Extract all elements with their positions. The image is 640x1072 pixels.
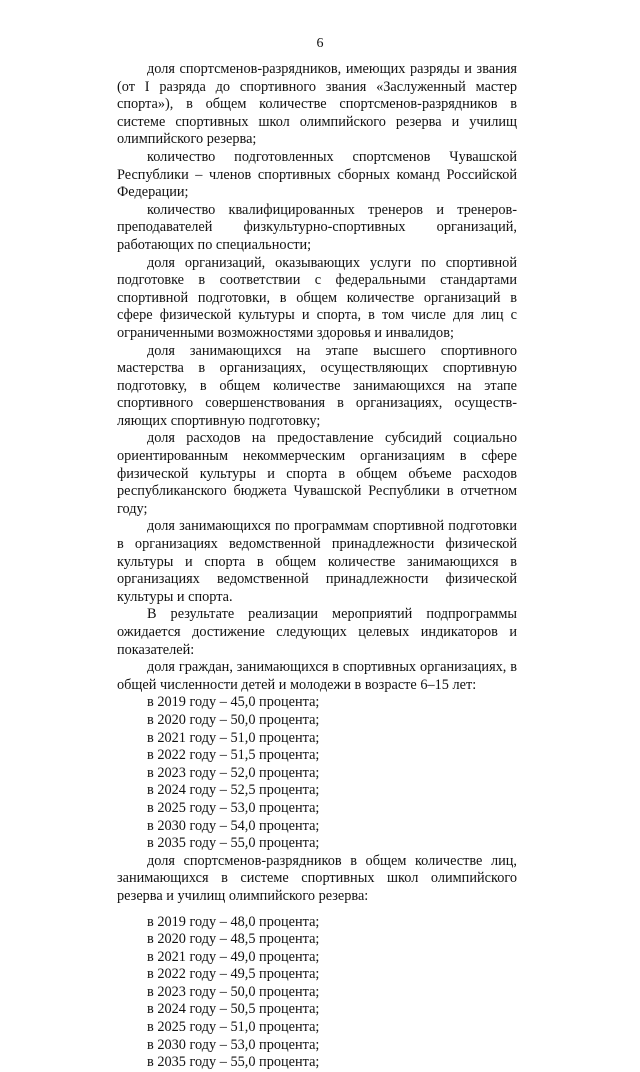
list-item: в 2022 году – 49,5 процента;	[147, 966, 320, 983]
list-item: в 2030 году – 54,0 процента;	[147, 817, 320, 834]
list-item: в 2024 году – 50,5 процента;	[147, 1001, 320, 1018]
paragraph: доля занимающихся на этапе высшего спортивного мастерства в организациях, осуществляющих спортивную подготовку, в общем количестве занимающихся на этапе спортивного совершенствования в организациях, осуществляющих спортивную подготовку;	[117, 342, 517, 429]
list-item: в 2025 году – 53,0 процента;	[147, 799, 320, 816]
list-item: в 2022 году – 51,5 процента;	[147, 747, 320, 764]
list-item: в 2025 году – 51,0 процента;	[147, 1019, 320, 1036]
spacer	[117, 906, 517, 914]
paragraph: доля граждан, занимающихся в спортивных организациях, в общей численности детей и молодежи в возрасте 6–15 лет:	[117, 659, 517, 693]
list-item: в 2030 году – 53,0 процента;	[147, 1036, 320, 1053]
list-item: в 2019 году – 45,0 процента;	[147, 694, 320, 711]
list-item: в 2024 году – 52,5 процента;	[147, 782, 320, 799]
page-number: 6	[316, 36, 324, 51]
paragraph: доля занимающихся по программам спортивной подготовки в организациях ведомственной принадлежности физической культуры и спорта в общем количестве занимающихся в организациях ведомственной принадлежности физической культуры и спорта.	[117, 518, 517, 605]
list-item: в 2023 году – 50,0 процента;	[147, 983, 320, 1000]
paragraph: количество квалифицированных тренеров и тренеров-преподавателей физкультурно-спортивных организаций, работающих по специальности;	[117, 201, 517, 253]
list-item: в 2020 году – 50,0 процента;	[147, 711, 320, 728]
list-item: в 2021 году – 49,0 процента;	[147, 948, 320, 965]
indicator-list-athletes-share	[117, 914, 517, 1072]
paragraph: доля расходов на предоставление субсидий социально ориентированным некоммерческим организациям в сфере физической культуры и спорта в общем объеме расходов республиканского бюджета Чувашской Республики в отчетном году;	[117, 430, 517, 517]
paragraph: доля спортсменов-разрядников в общем количестве лиц, занимающихся в системе спортивных школ олимпийского резерва и училищ олимпийского резерва:	[117, 852, 517, 904]
list-item: в 2020 году – 48,5 процента;	[147, 931, 320, 948]
list-item: в 2021 году – 51,0 процента;	[147, 729, 320, 746]
document-body	[117, 61, 517, 1072]
list-item: в 2023 году – 52,0 процента;	[147, 764, 320, 781]
indicator-list-children-share	[117, 694, 517, 852]
paragraph: доля спортсменов-разрядников, имеющих разряды и звания (от I разряда до спортивного звания «Заслуженный мастер спорта»), в общем количестве спортсменов-разрядников в системе спортивных школ олимпийского резерва и училищ олимпийского резерва;	[117, 61, 517, 148]
paragraph: количество подготовленных спортсменов Чувашской Республики – членов спортивных сборных команд Российской Федерации;	[117, 148, 517, 201]
paragraph: В результате реализации мероприятий подпрограммы ожидается достижение следующих целевых индикаторов и показателей:	[117, 606, 517, 658]
list-item: в 2019 году – 48,0 процента;	[147, 913, 320, 930]
list-item: в 2035 году – 55,0 процента;	[147, 1054, 320, 1071]
list-item: в 2035 году – 55,0 процента;	[147, 835, 320, 852]
paragraph: доля организаций, оказывающих услуги по спортивной подготовке в соответствии с федеральными стандартами спортивной подготовки, в общем количестве организаций в сфере физической культуры и спорта, в том числе для лиц с ограниченными возможностями здоровья и инвалидов;	[117, 254, 517, 341]
